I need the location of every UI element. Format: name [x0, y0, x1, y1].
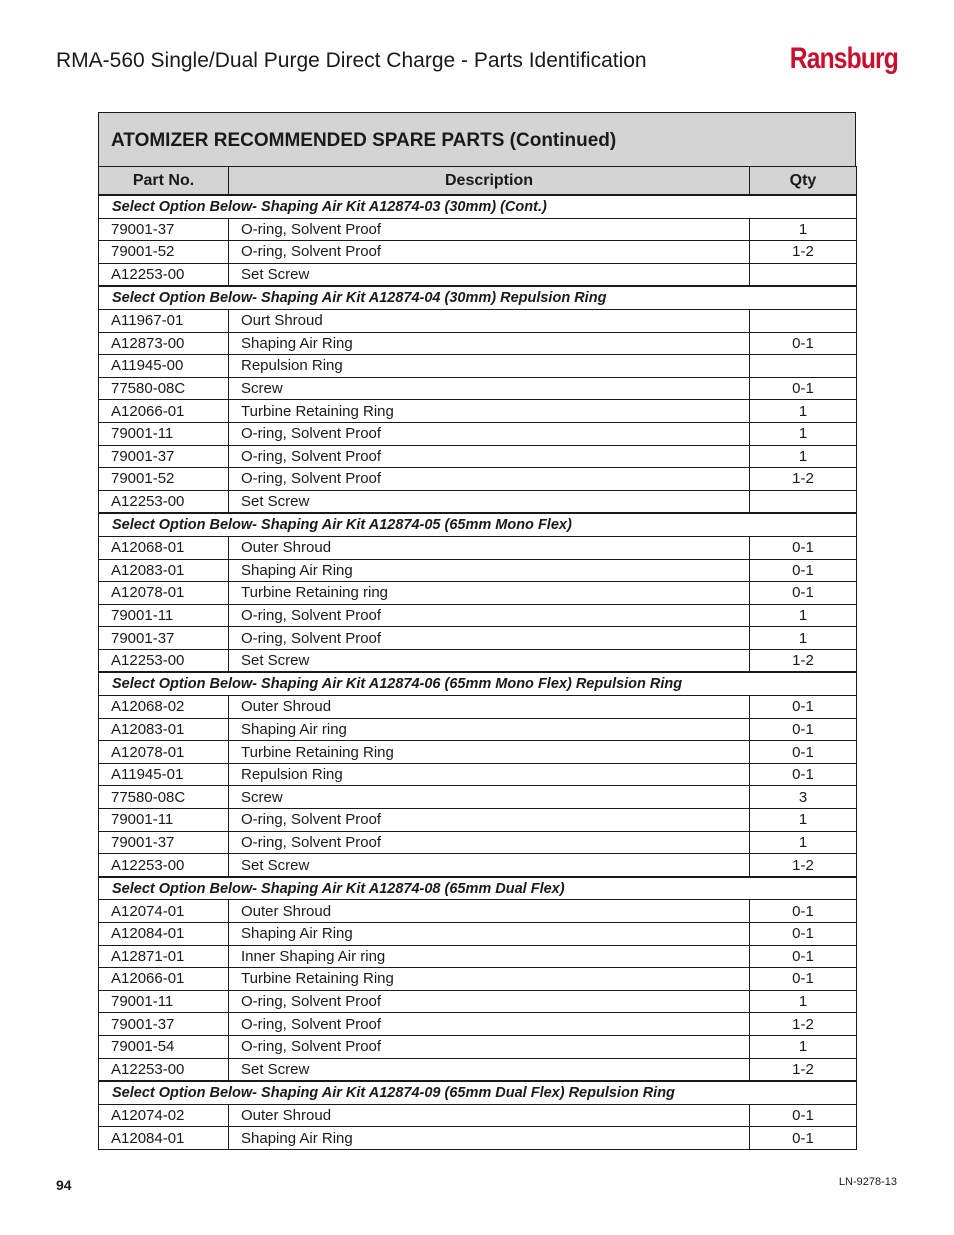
section-header-row: [99, 513, 857, 536]
table-row: [99, 400, 857, 423]
parts-table: [98, 166, 857, 1150]
qty-cell: 1: [750, 400, 857, 423]
table-row: [99, 831, 857, 854]
description-cell: O-ring, Solvent Proof: [229, 422, 750, 445]
part-number-cell: A12066-01: [99, 400, 229, 423]
part-number-cell: A11945-01: [99, 763, 229, 786]
table-row: [99, 582, 857, 605]
description-cell: Turbine Retaining ring: [229, 582, 750, 605]
table-row: [99, 990, 857, 1013]
description-cell: Set Screw: [229, 854, 750, 877]
table-row: [99, 355, 857, 378]
qty-cell: 1-2: [750, 241, 857, 264]
table-row: [99, 854, 857, 877]
part-number-cell: 79001-11: [99, 422, 229, 445]
description-cell: O-ring, Solvent Proof: [229, 468, 750, 491]
part-number-cell: A12068-02: [99, 696, 229, 719]
qty-cell: 1-2: [750, 468, 857, 491]
document-number: LN-9278-13: [838, 1176, 897, 1188]
qty-cell: 1-2: [750, 649, 857, 672]
qty-cell: 1-2: [750, 1058, 857, 1081]
table-header-row: [99, 167, 857, 196]
part-number-cell: A11967-01: [99, 309, 229, 332]
part-number-cell: A12253-00: [99, 490, 229, 513]
part-number-cell: A12084-01: [99, 923, 229, 946]
table-row: [99, 923, 857, 946]
table-row: [99, 1013, 857, 1036]
description-cell: Turbine Retaining Ring: [229, 968, 750, 991]
table-row: [99, 1035, 857, 1058]
qty-cell: 1: [750, 831, 857, 854]
description-cell: Set Screw: [229, 649, 750, 672]
description-cell: Turbine Retaining Ring: [229, 400, 750, 423]
description-cell: Shaping Air Ring: [229, 923, 750, 946]
part-number-cell: A12084-01: [99, 1127, 229, 1150]
qty-cell: 0-1: [750, 696, 857, 719]
table-row: [99, 559, 857, 582]
section-title: Select Option Below- Shaping Air Kit A12874-06 (65mm Mono Flex) Repulsion Ring: [99, 672, 857, 695]
part-number-cell: A12253-00: [99, 649, 229, 672]
table-row: [99, 1058, 857, 1081]
qty-cell: 0-1: [750, 332, 857, 355]
description-cell: O-ring, Solvent Proof: [229, 627, 750, 650]
table-row: [99, 718, 857, 741]
description-cell: O-ring, Solvent Proof: [229, 990, 750, 1013]
section-title: Select Option Below- Shaping Air Kit A12874-08 (65mm Dual Flex): [99, 877, 857, 900]
qty-cell: 0-1: [750, 763, 857, 786]
description-cell: Outer Shroud: [229, 900, 750, 923]
part-number-cell: 79001-37: [99, 1013, 229, 1036]
description-cell: O-ring, Solvent Proof: [229, 1013, 750, 1036]
qty-cell: [750, 490, 857, 513]
part-number-cell: A12074-02: [99, 1104, 229, 1127]
qty-cell: [750, 263, 857, 286]
qty-cell: [750, 309, 857, 332]
section-title: Select Option Below- Shaping Air Kit A12874-03 (30mm) (Cont.): [99, 195, 857, 218]
table-row: [99, 763, 857, 786]
description-cell: Repulsion Ring: [229, 355, 750, 378]
part-number-cell: 79001-54: [99, 1035, 229, 1058]
description-cell: O-ring, Solvent Proof: [229, 445, 750, 468]
description-cell: Ourt Shroud: [229, 309, 750, 332]
table-row: [99, 786, 857, 809]
table-row: [99, 468, 857, 491]
part-number-cell: 79001-11: [99, 809, 229, 832]
section-title: Select Option Below- Shaping Air Kit A12874-04 (30mm) Repulsion Ring: [99, 286, 857, 309]
part-number-cell: 79001-52: [99, 241, 229, 264]
table-row: [99, 945, 857, 968]
column-header-description: Description: [229, 167, 750, 196]
part-number-cell: 77580-08C: [99, 377, 229, 400]
description-cell: Repulsion Ring: [229, 763, 750, 786]
part-number-cell: A11945-00: [99, 355, 229, 378]
qty-cell: 1: [750, 422, 857, 445]
description-cell: Screw: [229, 786, 750, 809]
part-number-cell: 79001-37: [99, 831, 229, 854]
description-cell: O-ring, Solvent Proof: [229, 604, 750, 627]
page-title: RMA-560 Single/Dual Purge Direct Charge - Parts Identification: [56, 49, 647, 72]
part-number-cell: 79001-37: [99, 627, 229, 650]
section-header-row: [99, 286, 857, 309]
qty-cell: 3: [750, 786, 857, 809]
qty-cell: 1: [750, 445, 857, 468]
qty-cell: 0-1: [750, 536, 857, 559]
qty-cell: 0-1: [750, 559, 857, 582]
table-row: [99, 263, 857, 286]
description-cell: Set Screw: [229, 1058, 750, 1081]
qty-cell: 1: [750, 990, 857, 1013]
table-row: [99, 445, 857, 468]
description-cell: Outer Shroud: [229, 696, 750, 719]
description-cell: O-ring, Solvent Proof: [229, 809, 750, 832]
table-row: [99, 968, 857, 991]
description-cell: O-ring, Solvent Proof: [229, 1035, 750, 1058]
qty-cell: 0-1: [750, 1104, 857, 1127]
table-title: ATOMIZER RECOMMENDED SPARE PARTS (Continued): [98, 112, 856, 166]
table-row: [99, 332, 857, 355]
table-row: [99, 309, 857, 332]
part-number-cell: A12253-00: [99, 1058, 229, 1081]
part-number-cell: A12253-00: [99, 854, 229, 877]
description-cell: Shaping Air Ring: [229, 1127, 750, 1150]
table-row: [99, 741, 857, 764]
part-number-cell: A12078-01: [99, 582, 229, 605]
part-number-cell: A12066-01: [99, 968, 229, 991]
qty-cell: 1-2: [750, 1013, 857, 1036]
part-number-cell: 79001-11: [99, 604, 229, 627]
section-header-row: [99, 877, 857, 900]
qty-cell: 0-1: [750, 945, 857, 968]
table-row: [99, 218, 857, 241]
qty-cell: 0-1: [750, 1127, 857, 1150]
qty-cell: [750, 355, 857, 378]
description-cell: Shaping Air Ring: [229, 332, 750, 355]
table-row: [99, 490, 857, 513]
table-row: [99, 649, 857, 672]
column-header-part-no: Part No.: [99, 167, 229, 196]
description-cell: Set Screw: [229, 490, 750, 513]
qty-cell: 1: [750, 809, 857, 832]
qty-cell: 0-1: [750, 900, 857, 923]
section-header-row: [99, 672, 857, 695]
table-row: [99, 422, 857, 445]
description-cell: Turbine Retaining Ring: [229, 741, 750, 764]
table-row: [99, 241, 857, 264]
section-title: Select Option Below- Shaping Air Kit A12874-09 (65mm Dual Flex) Repulsion Ring: [99, 1081, 857, 1104]
qty-cell: 0-1: [750, 741, 857, 764]
part-number-cell: A12253-00: [99, 263, 229, 286]
description-cell: Shaping Air Ring: [229, 559, 750, 582]
part-number-cell: 79001-11: [99, 990, 229, 1013]
part-number-cell: A12083-01: [99, 718, 229, 741]
qty-cell: 0-1: [750, 377, 857, 400]
table-row: [99, 900, 857, 923]
description-cell: O-ring, Solvent Proof: [229, 218, 750, 241]
part-number-cell: A12873-00: [99, 332, 229, 355]
part-number-cell: A12068-01: [99, 536, 229, 559]
table-row: [99, 604, 857, 627]
part-number-cell: A12078-01: [99, 741, 229, 764]
part-number-cell: 77580-08C: [99, 786, 229, 809]
section-header-row: [99, 195, 857, 218]
spare-parts-table: [98, 112, 856, 1150]
qty-cell: 0-1: [750, 582, 857, 605]
section-header-row: [99, 1081, 857, 1104]
description-cell: Screw: [229, 377, 750, 400]
table-row: [99, 536, 857, 559]
part-number-cell: A12871-01: [99, 945, 229, 968]
part-number-cell: A12074-01: [99, 900, 229, 923]
qty-cell: 1: [750, 627, 857, 650]
qty-cell: 1-2: [750, 854, 857, 877]
table-row: [99, 696, 857, 719]
qty-cell: 1: [750, 604, 857, 627]
description-cell: Outer Shroud: [229, 1104, 750, 1127]
brand-logo: Ransburg: [789, 42, 898, 75]
description-cell: Shaping Air ring: [229, 718, 750, 741]
qty-cell: 1: [750, 1035, 857, 1058]
part-number-cell: 79001-37: [99, 445, 229, 468]
table-row: [99, 627, 857, 650]
description-cell: Outer Shroud: [229, 536, 750, 559]
qty-cell: 0-1: [750, 968, 857, 991]
part-number-cell: 79001-37: [99, 218, 229, 241]
qty-cell: 1: [750, 218, 857, 241]
section-title: Select Option Below- Shaping Air Kit A12874-05 (65mm Mono Flex): [99, 513, 857, 536]
description-cell: Inner Shaping Air ring: [229, 945, 750, 968]
page-number: 94: [56, 1177, 72, 1193]
description-cell: Set Screw: [229, 263, 750, 286]
qty-cell: 0-1: [750, 923, 857, 946]
part-number-cell: A12083-01: [99, 559, 229, 582]
column-header-qty: Qty: [750, 167, 857, 196]
part-number-cell: 79001-52: [99, 468, 229, 491]
table-row: [99, 809, 857, 832]
table-row: [99, 1127, 857, 1150]
table-row: [99, 377, 857, 400]
qty-cell: 0-1: [750, 718, 857, 741]
description-cell: O-ring, Solvent Proof: [229, 241, 750, 264]
description-cell: O-ring, Solvent Proof: [229, 831, 750, 854]
table-row: [99, 1104, 857, 1127]
